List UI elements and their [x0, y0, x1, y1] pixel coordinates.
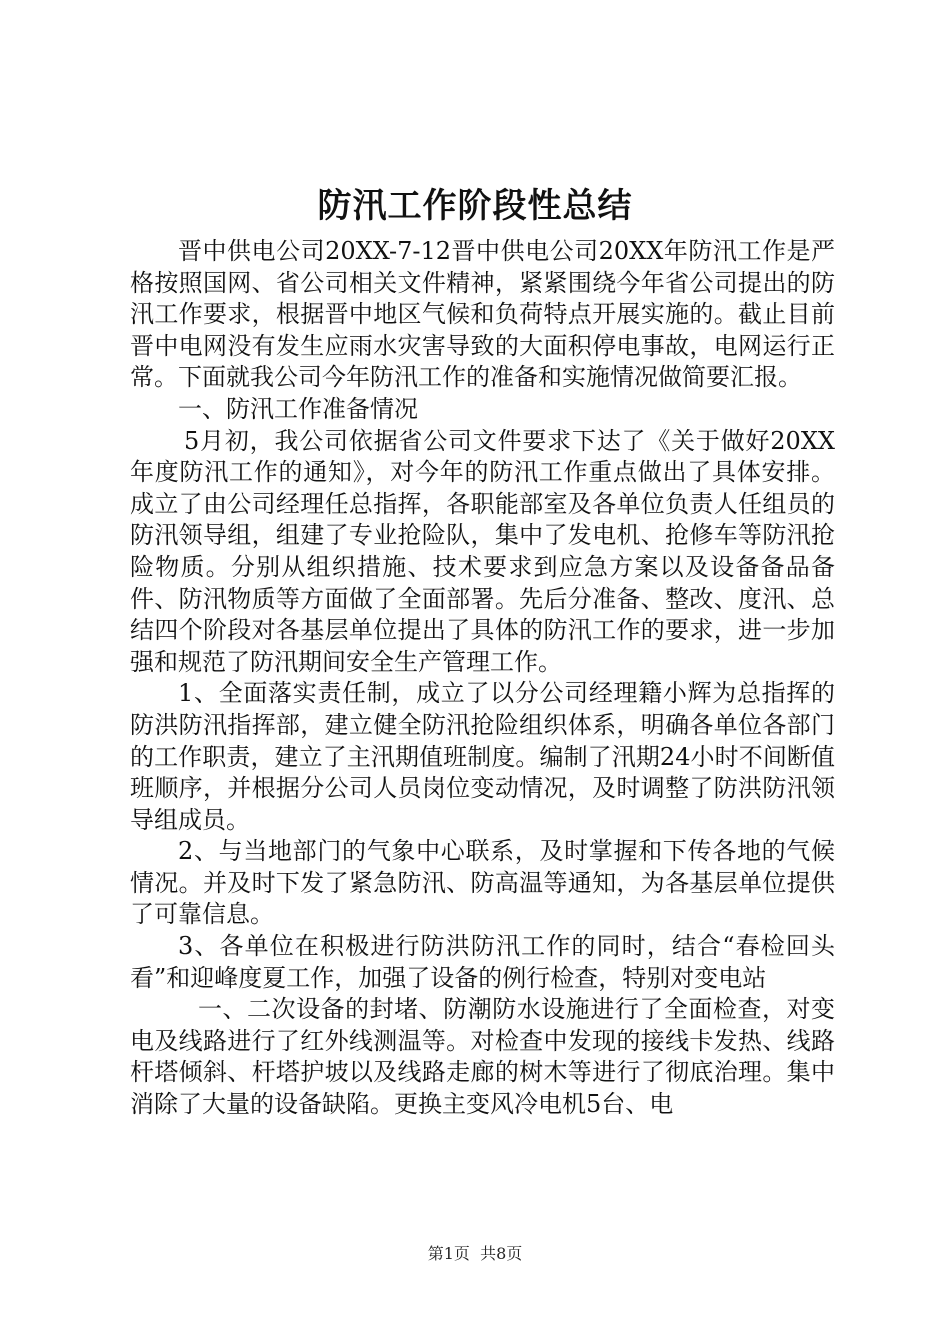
item-2-paragraph: 2、与当地部门的气象中心联系，及时掌握和下传各地的气候情况。并及时下发了紧急防汛、防高温等通知，为各基层单位提供了可靠信息。 — [130, 837, 835, 929]
equipment-paragraph: 一、二次设备的封堵、防潮防水设施进行了全面检查，对变电及线路进行了红外线测温等。对检查中发现的接线卡发热、线路杆塔倾斜、杆塔护坡以及线路走廊的树木等进行了彻底治理。集中消除了大量的设备缺陷。更换主变风冷电机5台、电 — [130, 995, 835, 1119]
document-body — [130, 236, 835, 1121]
item-1-paragraph: 1、全面落实责任制，成立了以分公司经理籍小辉为总指挥的防洪防汛指挥部，建立健全防汛抢险组织体系，明确各单位各部门的工作职责，建立了主汛期值班制度。编制了汛期24小时不间断值班顺序，并根据分公司人员岗位变动情况，及时调整了防洪防汛领导组成员。 — [130, 679, 835, 834]
page-number: 第1页 共8页 — [427, 1244, 523, 1263]
item-3-paragraph: 3、各单位在积极进行防洪防汛工作的同时，结合“春检回头看”和迎峰度夏工作，加强了设备的例行检查，特别对变电站 — [130, 932, 835, 992]
document-title: 防汛工作阶段性总结 — [317, 186, 633, 226]
preparation-paragraph: 5月初，我公司依据省公司文件要求下达了《关于做好20XX年度防汛工作的通知》，对今年的防汛工作重点做出了具体安排。成立了由公司经理任总指挥，各职能部室及各单位负责人任组员的防汛领导组，组建了专业抢险队，集中了发电机、抢修车等防汛抢险物质。分别从组织措施、技术要求到应急方案以及设备备品备件、防汛物质等方面做了全面部署。先后分准备、整改、度汛、总结四个阶段对各基层单位提出了具体的防汛工作的要求，进一步加强和规范了防汛期间安全生产管理工作。 — [130, 426, 835, 676]
intro-paragraph: 晋中供电公司20XX-7-12晋中供电公司20XX年防汛工作是严格按照国网、省公司相关文件精神，紧紧围绕今年省公司提出的防汛工作要求，根据晋中地区气候和负荷特点开展实施的。截止目前晋中电网没有发生应雨水灾害导致的大面积停电事故，电网运行正常。下面就我公司今年防汛工作的准备和实施情况做简要汇报。 — [130, 237, 835, 392]
page-footer — [0, 1242, 950, 1266]
section-heading: 一、防汛工作准备情况 — [178, 394, 418, 423]
